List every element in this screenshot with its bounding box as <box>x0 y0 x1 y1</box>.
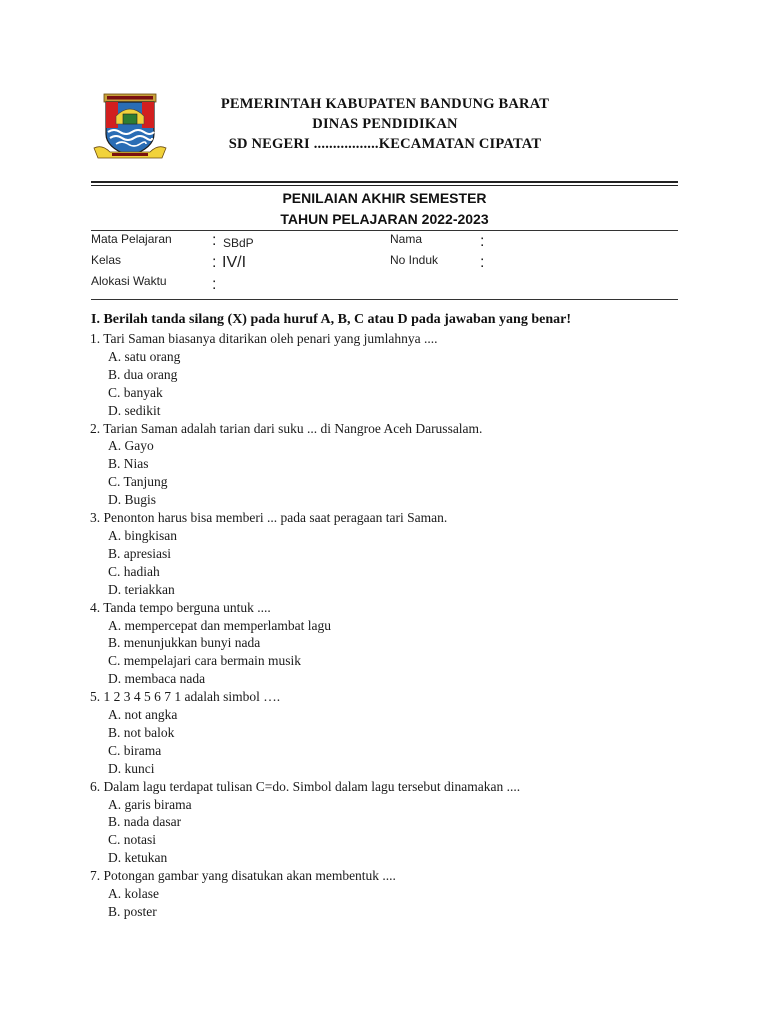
subject-value: SBdP <box>223 236 254 250</box>
question-text: 6. Dalam lagu terdapat tulisan C=do. Simbol dalam lagu tersebut dinamakan .... <box>90 778 521 794</box>
name-label: Nama <box>390 232 423 246</box>
department-name: DINAS PENDIDIKAN <box>312 116 458 132</box>
info-divider-top <box>91 230 678 231</box>
subject-label: Mata Pelajaran <box>91 232 172 246</box>
answer-option: A. garis birama <box>108 796 192 812</box>
question-text: 2. Tarian Saman adalah tarian dari suku ... di Nangroe Aceh Darussalam. <box>90 420 483 436</box>
exam-title-block <box>91 188 678 230</box>
answer-option: B. Nias <box>108 456 149 472</box>
header-divider-thin <box>91 185 678 186</box>
government-header <box>190 94 580 154</box>
answer-option: D. sedikit <box>108 402 161 418</box>
answer-option: A. kolase <box>108 886 159 902</box>
answer-option: C. Tanjung <box>108 474 168 490</box>
class-colon: : <box>212 254 217 271</box>
name-colon: : <box>480 233 485 250</box>
answer-option: D. kunci <box>108 760 155 776</box>
answer-option: C. notasi <box>108 832 157 848</box>
school-name: SD NEGERI .................KECAMATAN CIPATAT <box>228 136 542 152</box>
class-label: Kelas <box>91 253 122 267</box>
answer-option: D. membaca nada <box>108 671 206 687</box>
answer-option: C. hadiah <box>108 563 160 579</box>
answer-option: D. Bugis <box>108 492 157 508</box>
exam-title: PENILAIAN AKHIR SEMESTER <box>282 190 487 206</box>
question-list <box>90 330 690 921</box>
answer-option: B. not balok <box>108 724 175 740</box>
question-text: 1. Tari Saman biasanya ditarikan oleh penari yang jumlahnya .... <box>90 331 438 346</box>
question-text: 4. Tanda tempo berguna untuk .... <box>90 599 271 615</box>
answer-option: A. satu orang <box>108 348 181 364</box>
question-text: 5. 1 2 3 4 5 6 7 1 adalah simbol …. <box>90 689 281 705</box>
student-id-colon: : <box>480 254 485 271</box>
answer-option: B. apresiasi <box>108 545 171 561</box>
header-divider-thick <box>91 181 678 183</box>
answer-option: C. mempelajari cara bermain musik <box>108 653 302 669</box>
class-value: IV/I <box>222 254 247 271</box>
answer-option: A. Gayo <box>108 438 154 454</box>
question-text: 3. Penonton harus bisa memberi ... pada saat peragaan tari Saman. <box>90 510 448 526</box>
answer-option: B. menunjukkan bunyi nada <box>108 635 261 651</box>
info-divider-bottom <box>91 299 678 300</box>
answer-option: B. poster <box>108 904 157 919</box>
answer-option: A. bingkisan <box>108 527 177 543</box>
answer-option: D. ketukan <box>108 850 168 866</box>
time-allocation-label: Alokasi Waktu <box>91 274 167 288</box>
answer-option: A. mempercepat dan memperlambat lagu <box>108 617 332 633</box>
answer-option: C. birama <box>108 742 162 758</box>
answer-option: A. not angka <box>108 707 178 723</box>
student-id-label: No Induk <box>390 253 439 267</box>
answer-option: D. teriakkan <box>108 581 175 597</box>
regency-name: PEMERINTAH KABUPATEN BANDUNG BARAT <box>220 96 550 112</box>
section-instruction: I. Berilah tanda silang (X) pada huruf A, B, C atau D pada jawaban yang benar! <box>91 312 571 327</box>
subject-colon: : <box>212 232 217 249</box>
answer-option: B. nada dasar <box>108 814 182 830</box>
regency-emblem-logo <box>92 92 168 164</box>
academic-year: TAHUN PELAJARAN 2022-2023 <box>280 211 489 227</box>
question-text: 7. Potongan gambar yang disatukan akan membentuk .... <box>90 868 396 884</box>
answer-option: B. dua orang <box>108 366 178 382</box>
time-allocation-colon: : <box>212 276 217 293</box>
answer-option: C. banyak <box>108 384 163 400</box>
